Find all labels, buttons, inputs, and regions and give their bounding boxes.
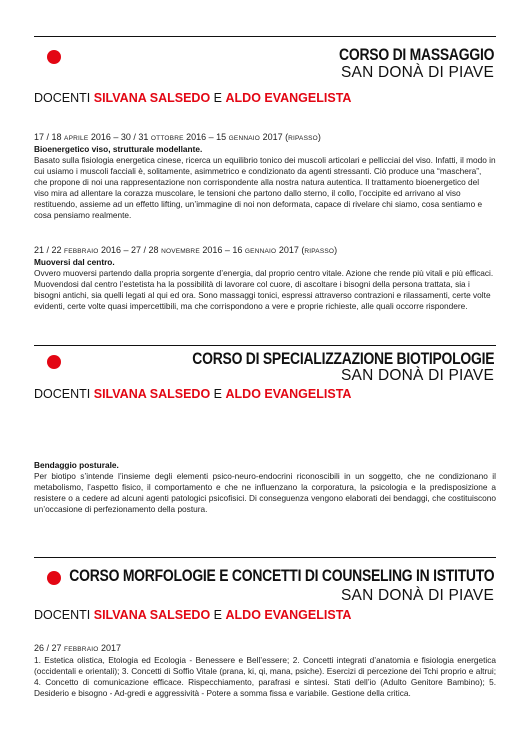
date-month: OTTOBRE <box>150 135 184 142</box>
block-subtitle: Bendaggio posturale. <box>34 460 119 470</box>
date-month: RIPASSO <box>304 248 335 255</box>
block-subtitle: Bioenergetico viso, strutturale modellante. <box>34 144 203 154</box>
date-part: 21 / 22 <box>34 245 65 255</box>
red-bullet-icon <box>47 571 61 585</box>
course-city: SAN DONÀ DI PIAVE <box>341 367 494 384</box>
date-month: GENNAIO <box>244 248 277 255</box>
teacher-name: ALDO EVANGELISTA <box>225 91 352 105</box>
course-city: SAN DONÀ DI PIAVE <box>341 587 494 604</box>
section-divider <box>34 557 496 558</box>
block-text: 1. Estetica olistica, Etologia ed Ecologia - Benessere e Bell’essere; 2. Concetti integrati d’anatomia e fisiologia energetica (occidentali e orientali); 3. Concetti di Soffio Vitale (prana, ki, qi, mana, psiche). Esercizi di percezione dei Tchi proprio e altrui; 4. Concetto di comunicazione efficace. Rispecchiamento, parafrasi e sintesi. Stati dell’io (Adulto Genitore Bambino); 5. Desiderio e bisogno - Ad-gredi e aggressività - Potere a somma fissa e variabile. Gestione della critica. <box>34 655 496 698</box>
date-month: GENNAIO <box>228 135 261 142</box>
course-title: CORSO DI SPECIALIZZAZIONE BIOTIPOLOGIE <box>191 349 494 368</box>
date-month: RIPASSO <box>288 135 318 142</box>
date-part: 2016 – 30 / 31 <box>88 132 151 142</box>
date-part: ) <box>317 132 321 142</box>
teachers-conj: E <box>213 608 223 622</box>
date-part: 2017 ( <box>276 245 305 255</box>
section-divider <box>34 345 496 346</box>
date-month: APRILE <box>64 135 89 142</box>
block-text: Basato sulla fisiologia energetica cinese, ricerca un equilibrio tonico dei muscoli articolari e pellicciai del viso. Infatti, il modo in cui usiamo i muscoli facciali è, solitamente, asimmetrico e condizionato da agenti stressanti. Ciò produce una “maschera”, che propone di noi una rappresentazione non corrispondente alla nostra natura autentica. Il trattamento bioenergetico del viso mira ad allentare la corazza muscolare, le tensioni che partono dallo sterno, il collo, l’occipite ed arrivano al viso restituendo, assieme ad un effetto lifting, un’immagine di noi non deformata, capace di rivelare chi siamo, cosa sentiamo e cosa pensiamo realmente. <box>34 155 496 220</box>
course-title: CORSO MORFOLOGIE E CONCETTI DI COUNSELING IN ISTITUTO <box>68 566 494 585</box>
teachers-line <box>34 608 351 622</box>
teachers-conj: E <box>213 387 223 401</box>
course-date <box>34 643 121 653</box>
teacher-name: ALDO EVANGELISTA <box>225 608 352 622</box>
date-month: FEBBRAIO <box>64 646 99 653</box>
course-title: CORSO DI MASSAGGIO <box>338 45 494 64</box>
teachers-prefix: DOCENTI <box>34 387 91 401</box>
course-date <box>34 245 337 255</box>
date-part: 2016 – 16 <box>199 245 245 255</box>
date-month: NOVEMBRE <box>161 248 200 255</box>
teachers-prefix: DOCENTI <box>34 608 91 622</box>
teachers-conj: E <box>213 91 223 105</box>
teacher-name: SILVANA SALSEDO <box>93 387 211 401</box>
date-part: 2016 – 15 <box>183 132 229 142</box>
red-bullet-icon <box>47 50 61 64</box>
teachers-prefix: DOCENTI <box>34 91 91 105</box>
date-part: 2017 <box>98 643 122 653</box>
date-part: ) <box>334 245 338 255</box>
date-part: 26 / 27 <box>34 643 65 653</box>
block-text: Per biotipo s’intende l’insieme degli elementi psico-neuro-endocrini riconoscibili in un soggetto, che ne condizionano il metabolismo, l’aspetto fisico, il comportamento e che ne influenzano la corporatura, la psicologia e la predisposizione a resistere o a cedere ad alcuni agenti patologici psicofisici. Di conseguenza vengono elaborati dei bendaggi, che costituiscono un’occasione di perfezionamento della postura. <box>34 471 496 514</box>
date-part: 2017 ( <box>260 132 289 142</box>
block-subtitle: Muoversi dal centro. <box>34 257 115 267</box>
teacher-name: ALDO EVANGELISTA <box>225 387 352 401</box>
section-divider <box>34 36 496 37</box>
course-date <box>34 132 321 142</box>
teacher-name: SILVANA SALSEDO <box>93 91 211 105</box>
red-bullet-icon <box>47 355 61 369</box>
block-text: Ovvero muoversi partendo dalla propria sorgente d’energia, dal proprio centro vitale. Azione che rende più vitali e più efficaci. Muovendosi dal centro l’estetista ha la possibilità di lavorare col cuore, di ascoltare i bisogni della persona trattata, sia i bisogni antichi, sia quelli legati al qui ed ora. Sono massaggi tonici, espressi attraverso contrazioni e rilassamenti, certe volte evidenti, certe volte quasi impercettibili, ma che corrispondono a vere e proprie richieste, alle quali occorre rispondere. <box>34 268 494 311</box>
date-part: 17 / 18 <box>34 132 65 142</box>
teachers-line <box>34 387 351 401</box>
course-city: SAN DONÀ DI PIAVE <box>341 64 494 81</box>
teachers-line <box>34 91 351 105</box>
date-month: FEBBRAIO <box>64 248 99 255</box>
teacher-name: SILVANA SALSEDO <box>93 608 211 622</box>
date-part: 2016 – 27 / 28 <box>98 245 162 255</box>
